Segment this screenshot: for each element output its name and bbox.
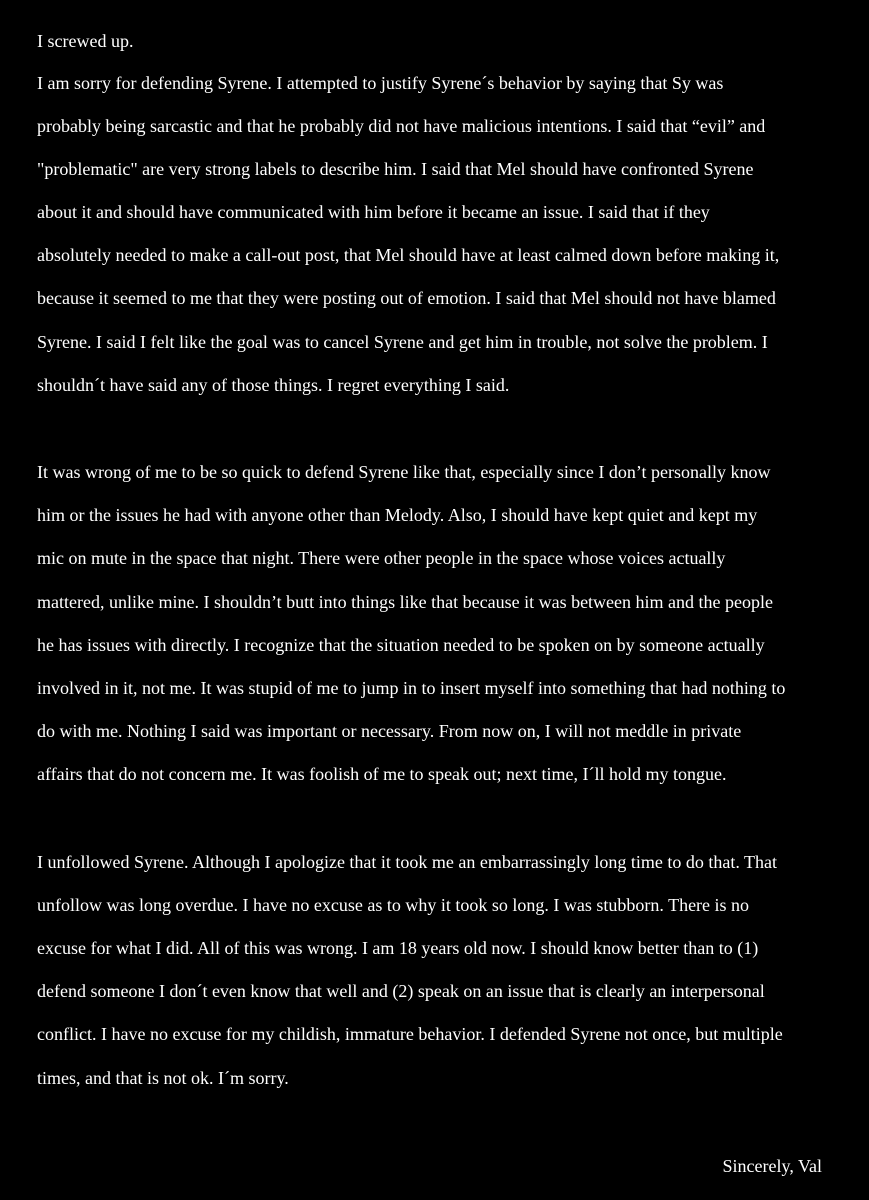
text-line: do with me. Nothing I said was important or necessary. From now on, I will not meddle in private	[37, 721, 742, 741]
text-line: excuse for what I did. All of this was wrong. I am 18 years old now. I should know better than to (1)	[37, 938, 759, 958]
text-line: Syrene. I said I felt like the goal was to cancel Syrene and get him in trouble, not solve the problem. I	[37, 332, 768, 352]
text-line: about it and should have communicated with him before it became an issue. I said that if they	[37, 202, 710, 222]
text-line: I am sorry for defending Syrene. I attempted to justify Syrene´s behavior by saying that Sy was	[37, 73, 724, 93]
text-line: involved in it, not me. It was stupid of me to jump in to insert myself into something that had nothing to	[37, 678, 786, 698]
text-line: absolutely needed to make a call-out post, that Mel should have at least calmed down before making it,	[37, 245, 780, 265]
text-line: mic on mute in the space that night. There were other people in the space whose voices actually	[37, 548, 726, 568]
text-line: mattered, unlike mine. I shouldn’t butt into things like that because it was between him and the people	[37, 592, 773, 612]
text-line: conflict. I have no excuse for my childish, immature behavior. I defended Syrene not once, but multiple	[37, 1024, 783, 1044]
text-line: "problematic" are very strong labels to describe him. I said that Mel should have confronted Syrene	[37, 159, 754, 179]
text-line: times, and that is not ok. I´m sorry.	[37, 1068, 289, 1088]
text-line: affairs that do not concern me. It was foolish of me to speak out; next time, I´ll hold my tongue.	[37, 764, 727, 784]
text-line: shouldn´t have said any of those things. I regret everything I said.	[37, 375, 510, 395]
text-line: because it seemed to me that they were posting out of emotion. I said that Mel should not have blamed	[37, 288, 776, 308]
signature: Sincerely, Val	[722, 1156, 822, 1176]
text-line: him or the issues he had with anyone other than Melody. Also, I should have kept quiet and kept my	[37, 505, 758, 525]
text-line: It was wrong of me to be so quick to defend Syrene like that, especially since I don’t personally know	[37, 462, 771, 482]
text-line: unfollow was long overdue. I have no excuse as to why it took so long. I was stubborn. There is no	[37, 895, 750, 915]
text-line: defend someone I don´t even know that well and (2) speak on an issue that is clearly an interpersonal	[37, 981, 765, 1001]
text-line: I unfollowed Syrene. Although I apologize that it took me an embarrassingly long time to do that. That	[37, 852, 778, 872]
text-line: he has issues with directly. I recognize that the situation needed to be spoken on by someone actually	[37, 635, 765, 655]
opening-line: I screwed up.	[37, 31, 134, 51]
text-line: probably being sarcastic and that he probably did not have malicious intentions. I said that “evil” and	[37, 116, 766, 136]
